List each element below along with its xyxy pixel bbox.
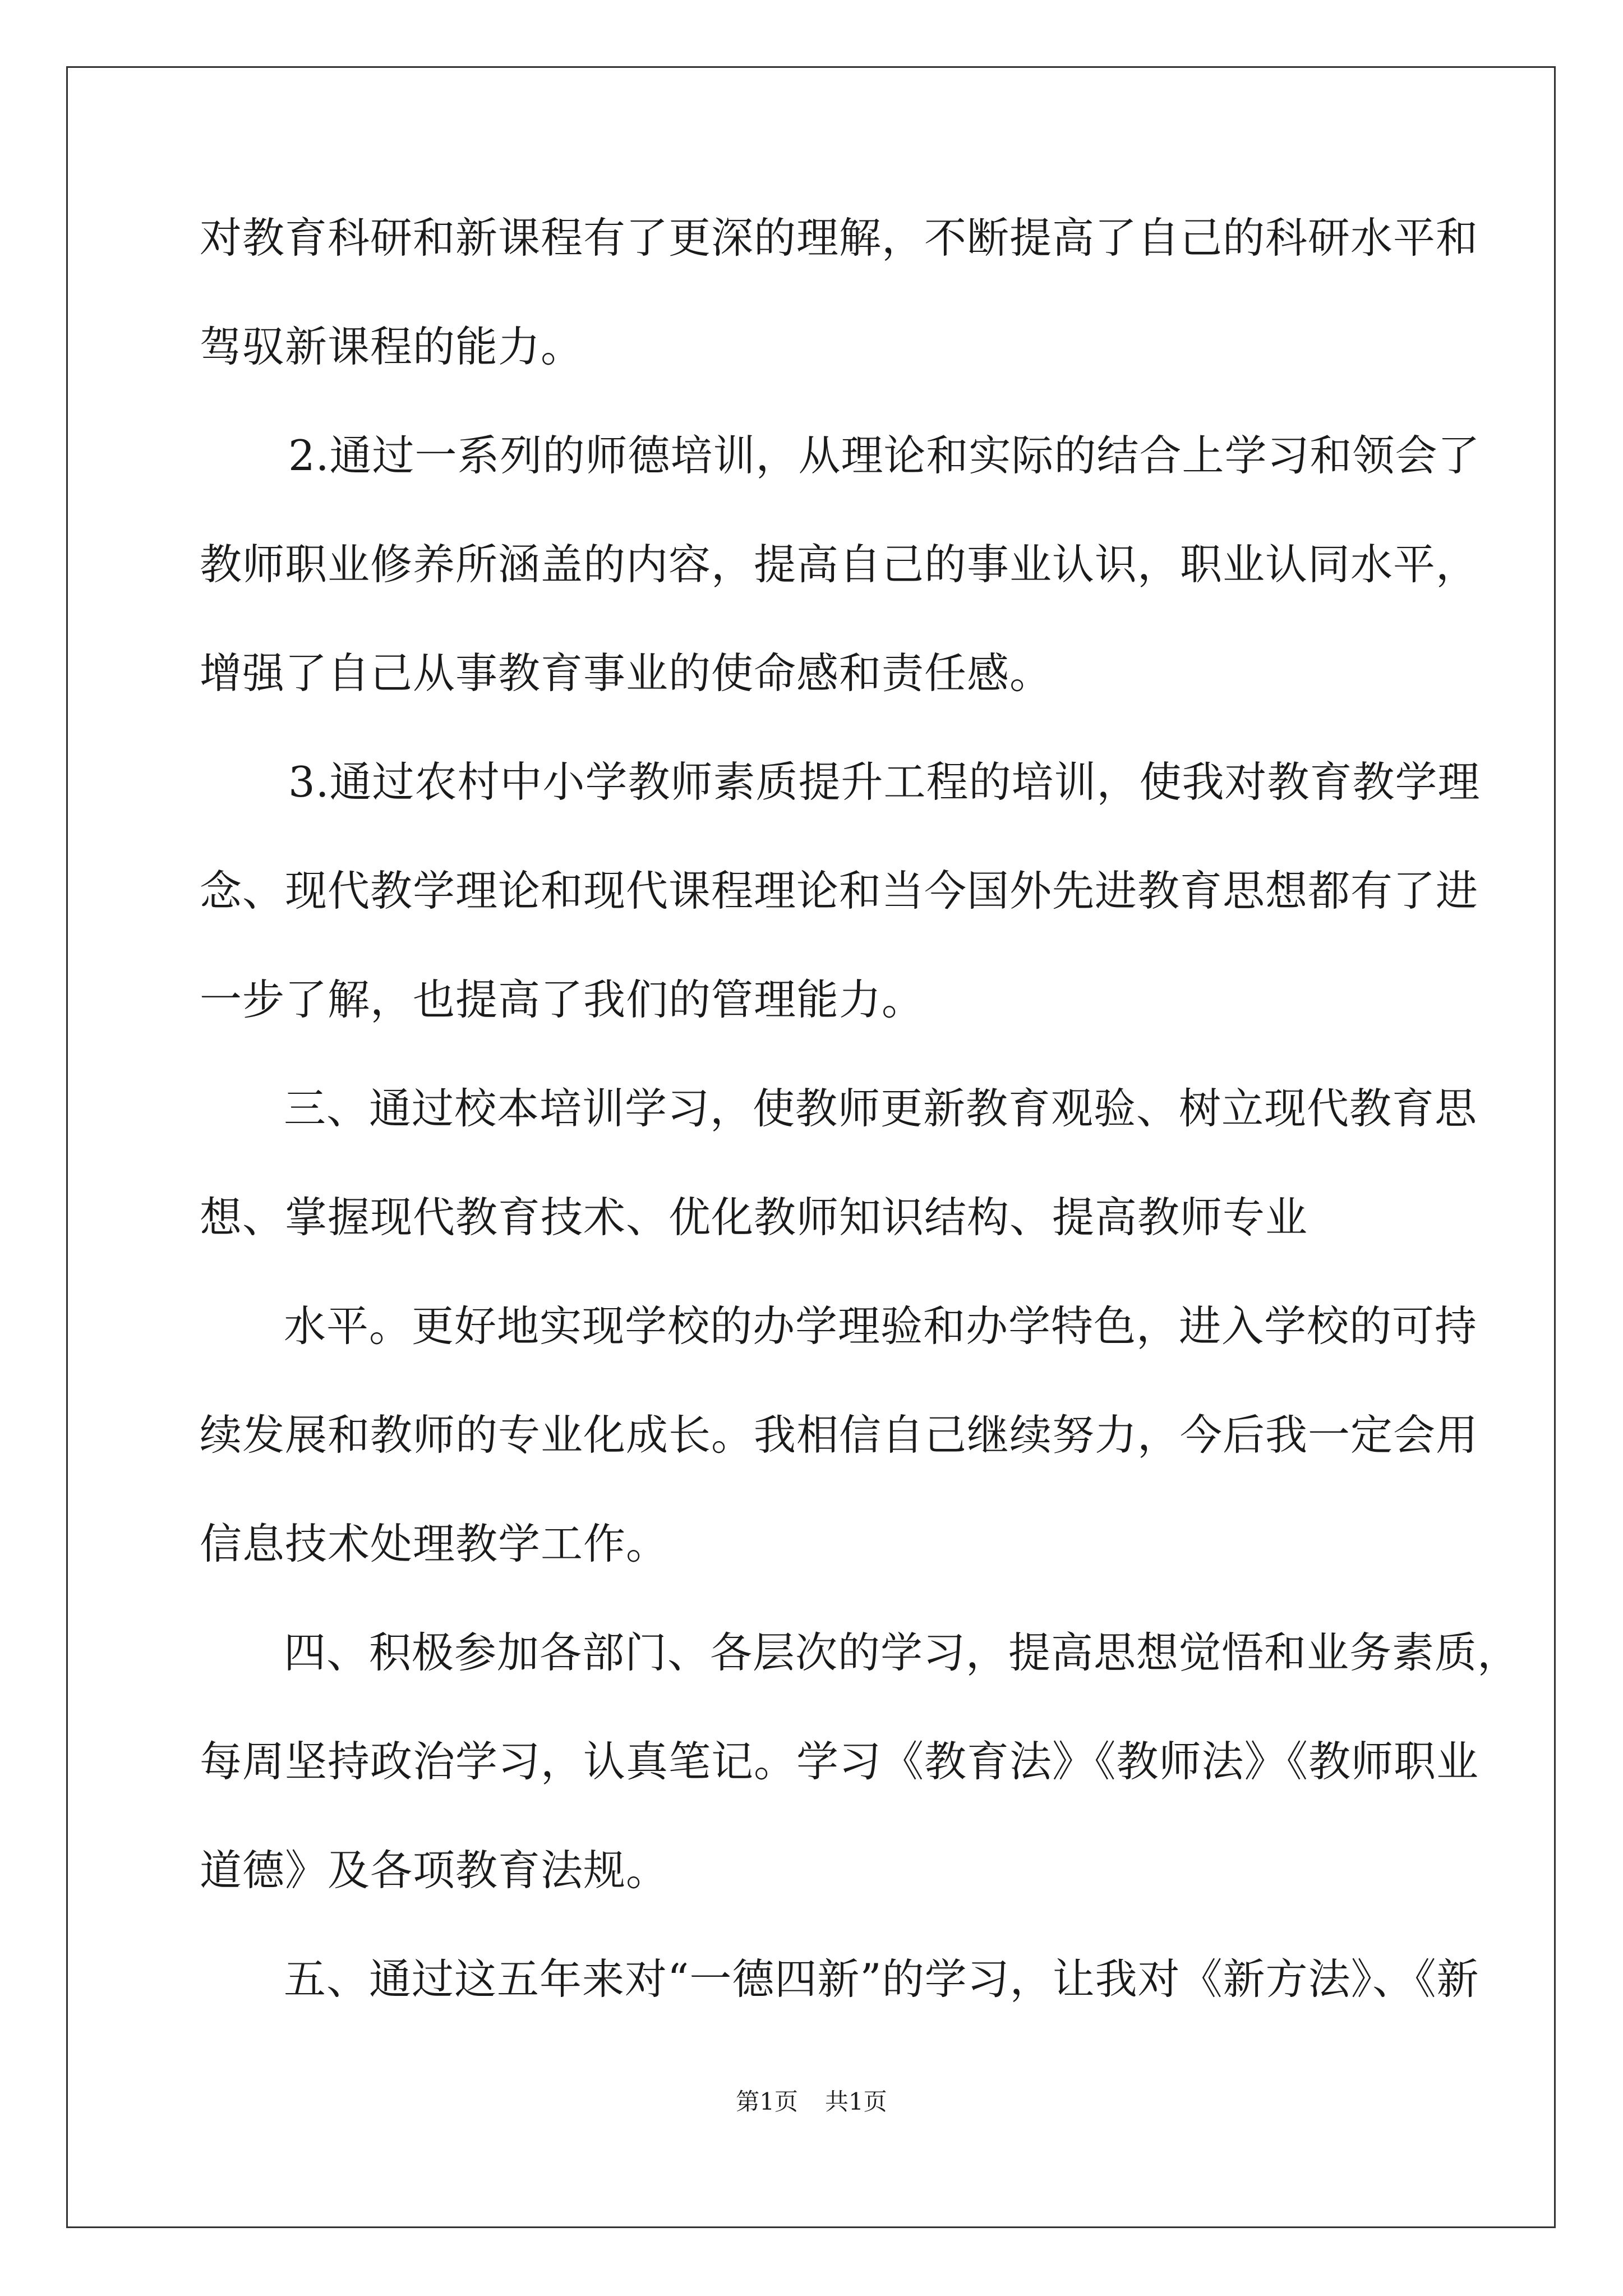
- text-line-7: 念、现代教学理论和现代课程理论和当今国外先进教育思想都有了进: [200, 866, 1479, 915]
- page-number: 第1页: [736, 2088, 798, 2115]
- text-line-3: 2.通过一系列的师德培训，从理论和实际的结合上学习和领会了: [288, 431, 1481, 480]
- page-total: 共1页: [825, 2088, 887, 2115]
- page-border: [66, 66, 1556, 2228]
- text-line-6: 3.通过农村中小学教师素质提升工程的培训，使我对教育教学理: [288, 757, 1481, 807]
- text-line-17: 五、通过这五年来对“一德四新”的学习，让我对《新方法》、《新: [284, 1954, 1479, 2004]
- text-line-4: 教师职业修养所涵盖的内容，提高自己的事业认识，职业认同水平，: [200, 540, 1479, 589]
- text-line-16: 道德》及各项教育法规。: [200, 1846, 669, 1895]
- text-line-9: 三、通过校本培训学习，使教师更新教育观验、树立现代教育思: [284, 1084, 1478, 1133]
- text-line-15: 每周坚持政治学习，认真笔记。学习《教育法》《教师法》《教师职业: [200, 1737, 1479, 1786]
- text-line-12: 续发展和教师的专业化成长。我相信自己继续努力，今后我一定会用: [200, 1410, 1479, 1460]
- text-line-8: 一步了解，也提高了我们的管理能力。: [200, 975, 925, 1024]
- text-line-13: 信息技术处理教学工作。: [200, 1519, 669, 1568]
- text-line-10: 想、掌握现代教育技术、优化教师知识结构、提高教师专业: [200, 1193, 1308, 1242]
- text-line-14: 四、积极参加各部门、各层次的学习，提高思想觉悟和业务素质，: [284, 1628, 1520, 1677]
- text-line-11: 水平。更好地实现学校的办学理验和办学特色，进入学校的可持: [284, 1301, 1478, 1351]
- text-line-5: 增强了自己从事教育事业的使命感和责任感。: [200, 648, 1053, 698]
- text-line-1: 对教育科研和新课程有了更深的理解，不断提高了自己的科研水平和: [200, 213, 1479, 263]
- page-footer: [0, 2085, 1623, 2119]
- text-line-2: 驾驭新课程的能力。: [200, 322, 584, 371]
